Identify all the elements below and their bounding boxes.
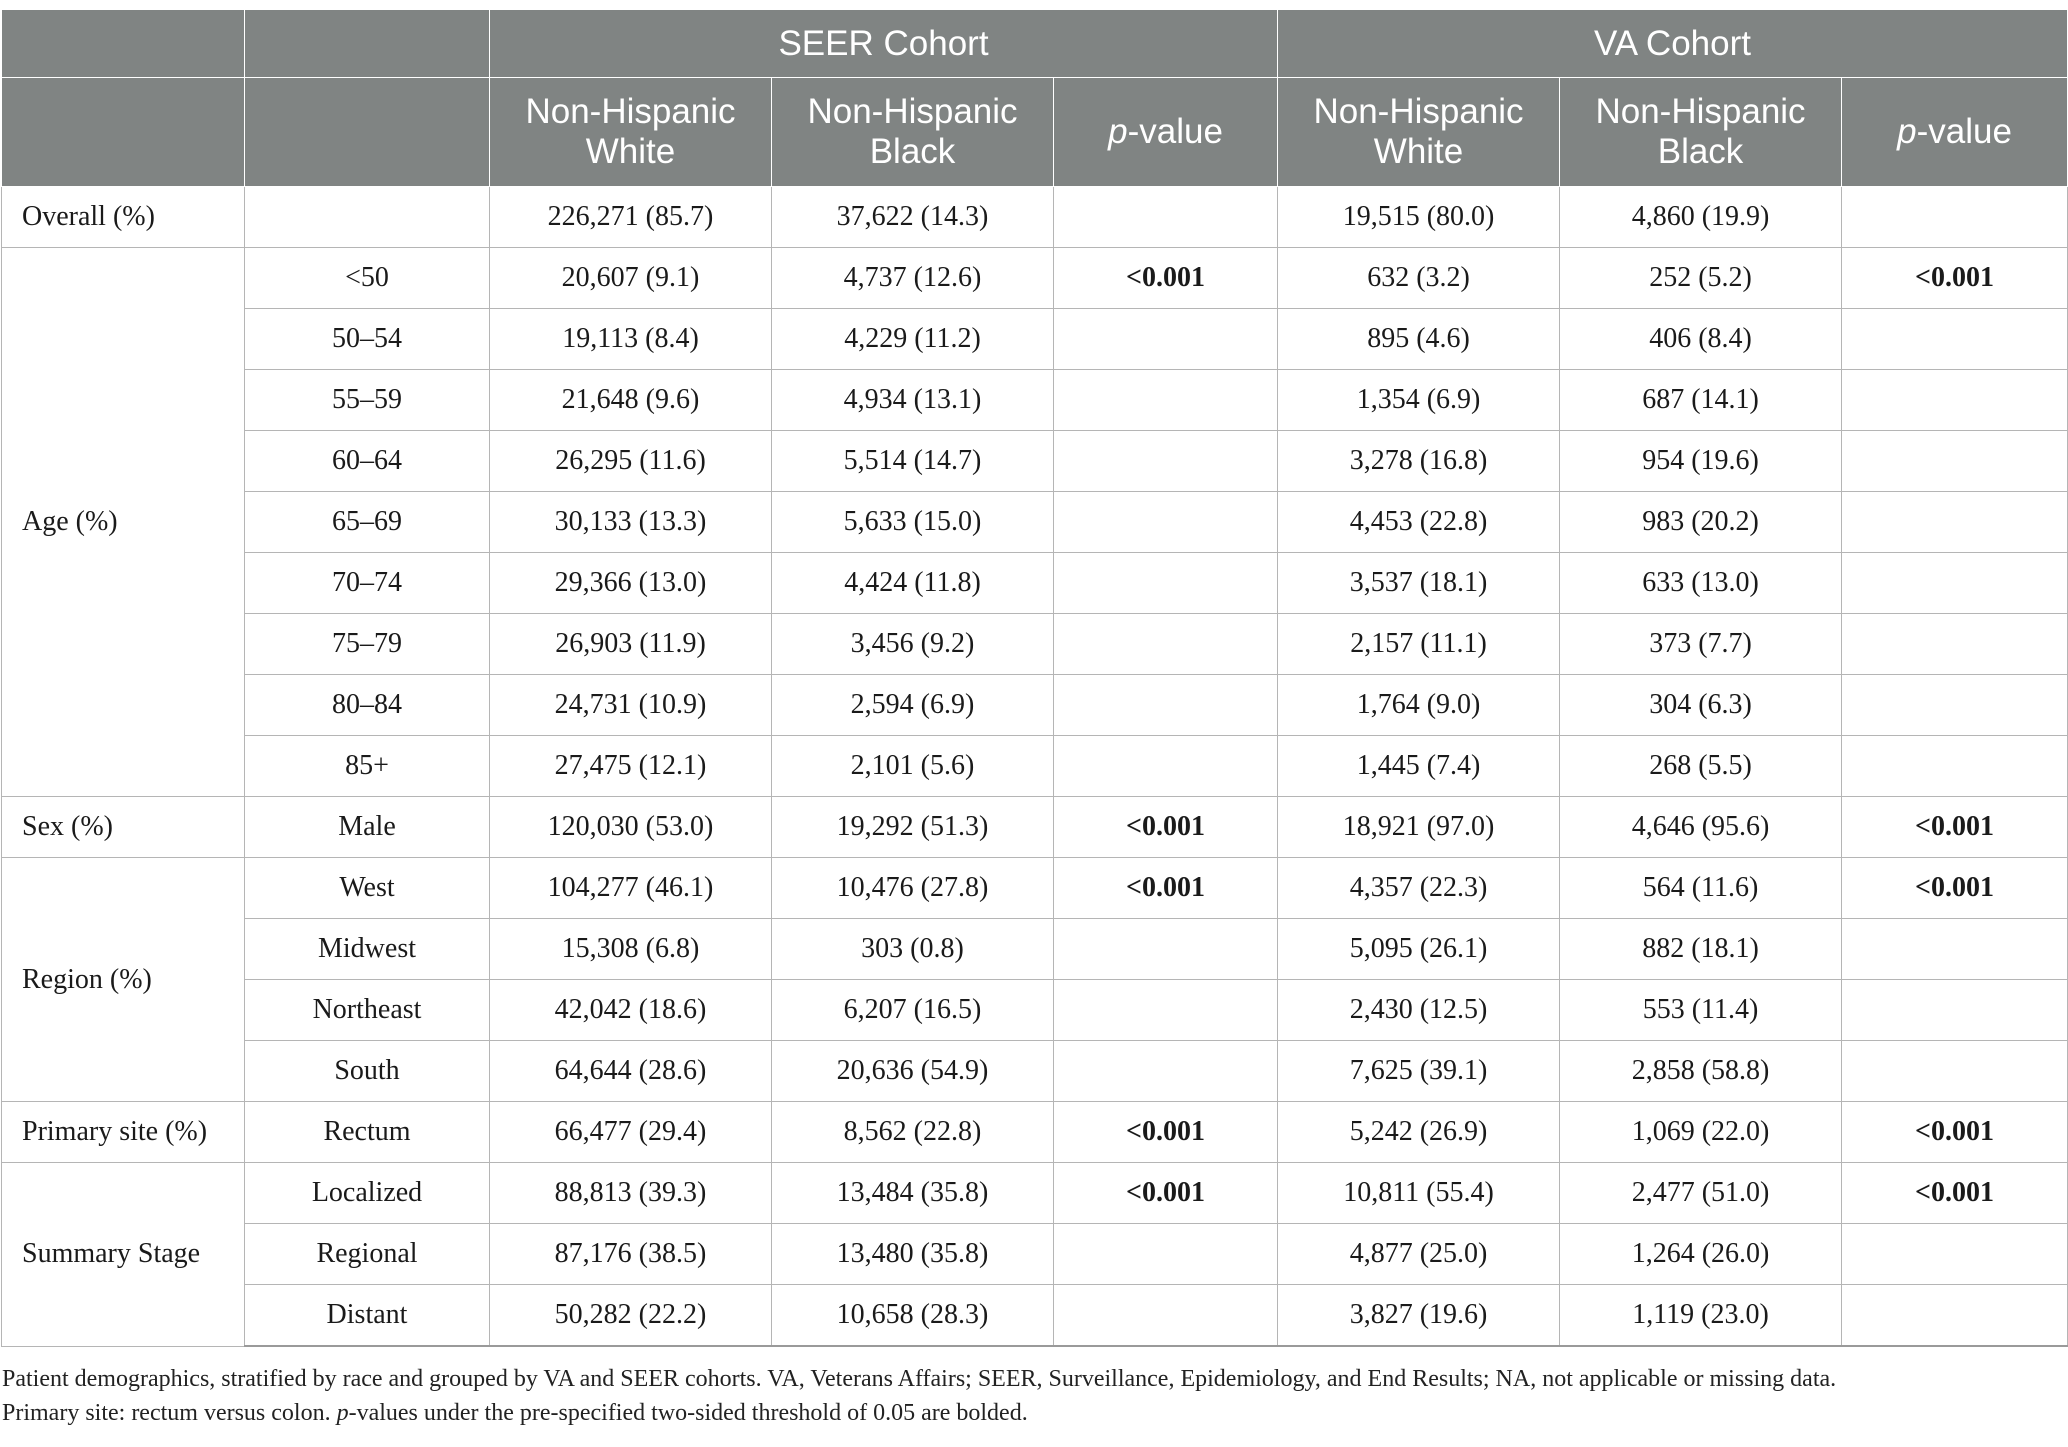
row-subcategory: Regional [245, 1224, 490, 1285]
seer-white-cell: 24,731 (10.9) [490, 675, 772, 736]
header-line: White [585, 132, 676, 171]
va-white-cell: 3,827 (19.6) [1278, 1285, 1560, 1347]
seer-pvalue-cell [1054, 187, 1278, 248]
va-black-cell: 553 (11.4) [1560, 980, 1842, 1041]
seer-pvalue-cell [1054, 1285, 1278, 1347]
seer-pvalue-cell [1054, 431, 1278, 492]
va-pvalue-cell [1842, 675, 2068, 736]
va-pvalue-cell: <0.001 [1842, 797, 2068, 858]
row-subcategory: Localized [245, 1163, 490, 1224]
va-pvalue-cell: <0.001 [1842, 1102, 2068, 1163]
seer-black-cell: 10,476 (27.8) [772, 858, 1054, 919]
va-pvalue-cell [1842, 919, 2068, 980]
seer-black-cell: 10,658 (28.3) [772, 1285, 1054, 1347]
footnote-text: Primary site: rectum versus colon. [2, 1400, 337, 1426]
va-pvalue-cell [1842, 614, 2068, 675]
row-subcategory: 75–79 [245, 614, 490, 675]
header-seer-cohort: SEER Cohort [490, 10, 1278, 78]
va-white-cell: 3,278 (16.8) [1278, 431, 1560, 492]
va-pvalue-cell [1842, 553, 2068, 614]
seer-white-cell: 87,176 (38.5) [490, 1224, 772, 1285]
seer-black-cell: 6,207 (16.5) [772, 980, 1054, 1041]
va-pvalue-cell [1842, 980, 2068, 1041]
seer-pvalue-cell [1054, 736, 1278, 797]
table-row [2, 309, 2068, 370]
row-subcategory: Midwest [245, 919, 490, 980]
table-row [2, 1163, 2068, 1224]
seer-pvalue-cell: <0.001 [1054, 858, 1278, 919]
va-white-cell: 7,625 (39.1) [1278, 1041, 1560, 1102]
table-footnote [2, 1362, 2062, 1430]
row-subcategory: 85+ [245, 736, 490, 797]
header-va-white [1278, 78, 1560, 187]
va-white-cell: 10,811 (55.4) [1278, 1163, 1560, 1224]
seer-black-cell: 2,101 (5.6) [772, 736, 1054, 797]
seer-white-cell: 26,295 (11.6) [490, 431, 772, 492]
header-line: Black [869, 132, 956, 171]
header-blank-cell [2, 78, 245, 187]
row-subcategory: 80–84 [245, 675, 490, 736]
va-pvalue-cell [1842, 1285, 2068, 1347]
va-black-cell: 4,860 (19.9) [1560, 187, 1842, 248]
row-subcategory: <50 [245, 248, 490, 309]
seer-black-cell: 4,934 (13.1) [772, 370, 1054, 431]
seer-pvalue-cell [1054, 1041, 1278, 1102]
seer-white-cell: 120,030 (53.0) [490, 797, 772, 858]
va-pvalue-cell [1842, 309, 2068, 370]
header-seer-black [772, 78, 1054, 187]
va-black-cell: 304 (6.3) [1560, 675, 1842, 736]
seer-pvalue-cell [1054, 370, 1278, 431]
seer-white-cell: 19,113 (8.4) [490, 309, 772, 370]
seer-black-cell: 8,562 (22.8) [772, 1102, 1054, 1163]
va-black-cell: 1,264 (26.0) [1560, 1224, 1842, 1285]
row-subcategory: 50–54 [245, 309, 490, 370]
header-line: Non-Hispanic [525, 92, 736, 131]
footnote-line-2 [2, 1396, 2062, 1430]
va-white-cell: 3,537 (18.1) [1278, 553, 1560, 614]
demographics-table-container [1, 9, 2067, 1347]
header-line: Non-Hispanic [1313, 92, 1524, 131]
seer-black-cell: 20,636 (54.9) [772, 1041, 1054, 1102]
seer-white-cell: 21,648 (9.6) [490, 370, 772, 431]
va-black-cell: 406 (8.4) [1560, 309, 1842, 370]
row-group-label: Age (%) [2, 248, 245, 797]
seer-black-cell: 2,594 (6.9) [772, 675, 1054, 736]
header-p-rest: -value [1916, 112, 2012, 151]
seer-pvalue-cell [1054, 675, 1278, 736]
table-row [2, 736, 2068, 797]
va-pvalue-cell [1842, 736, 2068, 797]
header-line: Non-Hispanic [1595, 92, 1806, 131]
va-white-cell: 2,157 (11.1) [1278, 614, 1560, 675]
seer-white-cell: 104,277 (46.1) [490, 858, 772, 919]
seer-white-cell: 20,607 (9.1) [490, 248, 772, 309]
header-blank-cell [2, 10, 245, 78]
table-row [2, 1224, 2068, 1285]
table-row [2, 980, 2068, 1041]
row-subcategory: 65–69 [245, 492, 490, 553]
va-pvalue-cell: <0.001 [1842, 858, 2068, 919]
footnote-p-letter: p [336, 1400, 349, 1426]
seer-black-cell: 5,633 (15.0) [772, 492, 1054, 553]
seer-white-cell: 88,813 (39.3) [490, 1163, 772, 1224]
header-blank-cell [245, 78, 490, 187]
va-pvalue-cell [1842, 431, 2068, 492]
seer-pvalue-cell [1054, 553, 1278, 614]
va-white-cell: 2,430 (12.5) [1278, 980, 1560, 1041]
row-group-label: Sex (%) [2, 797, 245, 858]
row-subcategory: South [245, 1041, 490, 1102]
va-white-cell: 4,877 (25.0) [1278, 1224, 1560, 1285]
seer-white-cell: 42,042 (18.6) [490, 980, 772, 1041]
row-group-label: Summary Stage [2, 1163, 245, 1347]
va-black-cell: 268 (5.5) [1560, 736, 1842, 797]
va-pvalue-cell [1842, 492, 2068, 553]
seer-black-cell: 4,424 (11.8) [772, 553, 1054, 614]
table-row [2, 1285, 2068, 1347]
row-subcategory: Distant [245, 1285, 490, 1347]
seer-pvalue-cell [1054, 1224, 1278, 1285]
row-subcategory: 55–59 [245, 370, 490, 431]
va-black-cell: 983 (20.2) [1560, 492, 1842, 553]
table-row [2, 675, 2068, 736]
seer-pvalue-cell [1054, 980, 1278, 1041]
seer-pvalue-cell [1054, 492, 1278, 553]
va-white-cell: 895 (4.6) [1278, 309, 1560, 370]
seer-pvalue-cell [1054, 614, 1278, 675]
va-white-cell: 632 (3.2) [1278, 248, 1560, 309]
va-white-cell: 19,515 (80.0) [1278, 187, 1560, 248]
va-white-cell: 1,764 (9.0) [1278, 675, 1560, 736]
header-p-letter: p [1108, 112, 1128, 151]
table-row [2, 919, 2068, 980]
seer-white-cell: 50,282 (22.2) [490, 1285, 772, 1347]
table-row [2, 1102, 2068, 1163]
table-row [2, 431, 2068, 492]
va-pvalue-cell: <0.001 [1842, 248, 2068, 309]
seer-pvalue-cell: <0.001 [1054, 1163, 1278, 1224]
footnote-text: -values under the pre-specified two-sided threshold of 0.05 are bolded. [348, 1400, 1028, 1426]
header-p-letter: p [1897, 112, 1917, 151]
va-pvalue-cell [1842, 187, 2068, 248]
table-row [2, 492, 2068, 553]
header-blank-cell [245, 10, 490, 78]
seer-pvalue-cell [1054, 309, 1278, 370]
table-row [2, 370, 2068, 431]
va-pvalue-cell: <0.001 [1842, 1163, 2068, 1224]
va-black-cell: 882 (18.1) [1560, 919, 1842, 980]
seer-white-cell: 64,644 (28.6) [490, 1041, 772, 1102]
header-row-cohorts [2, 10, 2068, 78]
va-white-cell: 5,095 (26.1) [1278, 919, 1560, 980]
table-row [2, 553, 2068, 614]
seer-black-cell: 4,737 (12.6) [772, 248, 1054, 309]
header-p-rest: -value [1127, 112, 1223, 151]
row-subcategory: Male [245, 797, 490, 858]
va-black-cell: 1,119 (23.0) [1560, 1285, 1842, 1347]
va-white-cell: 1,445 (7.4) [1278, 736, 1560, 797]
va-black-cell: 633 (13.0) [1560, 553, 1842, 614]
va-pvalue-cell [1842, 1041, 2068, 1102]
seer-white-cell: 30,133 (13.3) [490, 492, 772, 553]
seer-white-cell: 26,903 (11.9) [490, 614, 772, 675]
header-line: Non-Hispanic [807, 92, 1018, 131]
va-white-cell: 4,453 (22.8) [1278, 492, 1560, 553]
header-line: Black [1657, 132, 1744, 171]
va-white-cell: 18,921 (97.0) [1278, 797, 1560, 858]
seer-white-cell: 27,475 (12.1) [490, 736, 772, 797]
va-white-cell: 4,357 (22.3) [1278, 858, 1560, 919]
row-subcategory: 70–74 [245, 553, 490, 614]
seer-white-cell: 15,308 (6.8) [490, 919, 772, 980]
row-group-label: Primary site (%) [2, 1102, 245, 1163]
seer-black-cell: 37,622 (14.3) [772, 187, 1054, 248]
row-subcategory: West [245, 858, 490, 919]
va-white-cell: 1,354 (6.9) [1278, 370, 1560, 431]
header-row-columns [2, 78, 2068, 187]
seer-pvalue-cell: <0.001 [1054, 248, 1278, 309]
table-row [2, 614, 2068, 675]
row-group-label: Overall (%) [2, 187, 245, 248]
row-subcategory: Rectum [245, 1102, 490, 1163]
va-black-cell: 2,477 (51.0) [1560, 1163, 1842, 1224]
row-subcategory: 60–64 [245, 431, 490, 492]
table-row [2, 248, 2068, 309]
seer-black-cell: 19,292 (51.3) [772, 797, 1054, 858]
header-seer-white [490, 78, 772, 187]
seer-pvalue-cell: <0.001 [1054, 797, 1278, 858]
row-subcategory: Northeast [245, 980, 490, 1041]
seer-white-cell: 226,271 (85.7) [490, 187, 772, 248]
table-body [2, 187, 2068, 1347]
seer-black-cell: 13,480 (35.8) [772, 1224, 1054, 1285]
seer-black-cell: 13,484 (35.8) [772, 1163, 1054, 1224]
seer-white-cell: 29,366 (13.0) [490, 553, 772, 614]
header-seer-pvalue [1054, 78, 1278, 187]
va-black-cell: 687 (14.1) [1560, 370, 1842, 431]
demographics-table [1, 9, 2068, 1347]
va-black-cell: 1,069 (22.0) [1560, 1102, 1842, 1163]
va-black-cell: 4,646 (95.6) [1560, 797, 1842, 858]
header-va-cohort: VA Cohort [1278, 10, 2068, 78]
table-row [2, 797, 2068, 858]
seer-black-cell: 303 (0.8) [772, 919, 1054, 980]
row-group-label: Region (%) [2, 858, 245, 1102]
va-black-cell: 564 (11.6) [1560, 858, 1842, 919]
va-black-cell: 373 (7.7) [1560, 614, 1842, 675]
row-subcategory [245, 187, 490, 248]
va-black-cell: 954 (19.6) [1560, 431, 1842, 492]
va-black-cell: 252 (5.2) [1560, 248, 1842, 309]
va-pvalue-cell [1842, 370, 2068, 431]
seer-black-cell: 3,456 (9.2) [772, 614, 1054, 675]
seer-black-cell: 4,229 (11.2) [772, 309, 1054, 370]
seer-pvalue-cell: <0.001 [1054, 1102, 1278, 1163]
table-row [2, 858, 2068, 919]
header-va-pvalue [1842, 78, 2068, 187]
seer-white-cell: 66,477 (29.4) [490, 1102, 772, 1163]
va-pvalue-cell [1842, 1224, 2068, 1285]
header-line: White [1373, 132, 1464, 171]
footnote-line-1: Patient demographics, stratified by race and grouped by VA and SEER cohorts. VA, Veterans Affairs; SEER, Surveillance, Epidemiology, and End Results; NA, not applicable or missing data. [2, 1366, 1837, 1392]
va-black-cell: 2,858 (58.8) [1560, 1041, 1842, 1102]
seer-pvalue-cell [1054, 919, 1278, 980]
table-row [2, 1041, 2068, 1102]
header-va-black [1560, 78, 1842, 187]
table-row [2, 187, 2068, 248]
seer-black-cell: 5,514 (14.7) [772, 431, 1054, 492]
va-white-cell: 5,242 (26.9) [1278, 1102, 1560, 1163]
